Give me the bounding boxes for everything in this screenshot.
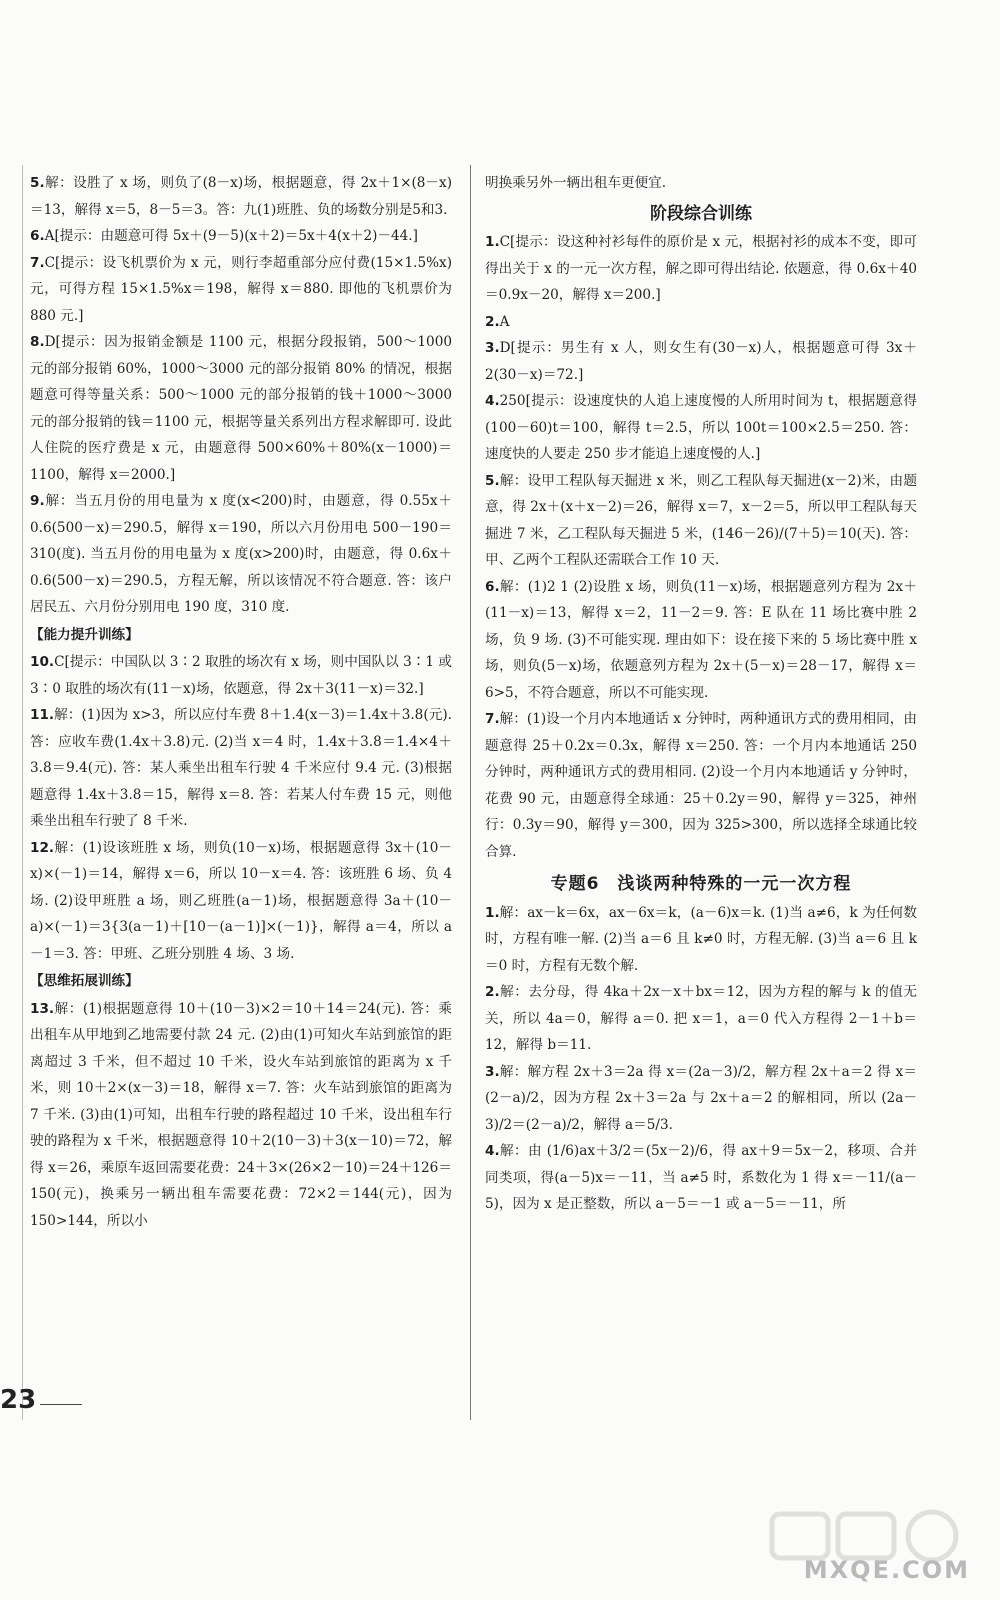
answer-item: 7.C[提示：设飞机票价为 x 元，则行李超重部分应付费(15×1.5%x)元，可得方程 15×1.5%x＝198，解得 x＝880. 即他的飞机票价为 880 元.]	[30, 254, 452, 324]
answer-item: 9.解：当五月份的用电量为 x 度(x<200)时，由题意，得 0.55x＋0.6(500－x)＝290.5，解得 x＝190，所以六月份用电 500－190＝310(度). 当五月份的用电量为 x 度(x>200)时，由题意，得 0.6x＋0.6(500－x)＝290.5，方程无解，所以该情况不符合题意. 答：该户居民五、六月份分别用电 190 度，310 度.	[30, 493, 452, 615]
answer-item: 4.250[提示：设速度快的人追上速度慢的人所用时间为 t，根据题意得(100－60)t＝100，解得 t＝2.5，所以 100t＝100×2.5＝250. 答：速度快的人要走 250 步才能追上速度慢的人.]	[485, 393, 917, 462]
section-heading-ability: 【能力提升训练】	[30, 626, 139, 643]
column-divider	[470, 165, 471, 1420]
right-column	[485, 170, 917, 1218]
answer-item: 5.解：设胜了 x 场，则负了(8－x)场，根据题意，得 2x＋1×(8－x)＝13，解得 x＝5，8－5＝3。答：九(1)班胜、负的场数分别是5和3.	[30, 175, 452, 218]
answer-item: 3.D[提示：男生有 x 人，则女生有(30－x)人，根据题意可得 3x＋2(30－x)＝72.]	[485, 340, 917, 383]
answer-item: 2.解：去分母，得 4ka＋2x－x＋bx＝12，因为方程的解与 k 的值无关，所以 4a＝0，解得 a＝0. 把 x＝1，a＝0 代入方程得 2－1＋b＝12，解得 b＝11.	[485, 984, 917, 1053]
answer-item: 2.A	[485, 313, 510, 330]
answer-item: 11.解：(1)因为 x>3，所以应付车费 8＋1.4(x－3)＝1.4x＋3.8(元). 答：应收车费(1.4x＋3.8)元. (2)当 x＝4 时，1.4x＋3.8＝1.4×4＋3.8＝9.4(元). 答：某人乘坐出租车行驶 4 千米应付 9.4 元. (3)根据题意得 1.4x＋3.8＝15，解得 x＝8. 答：若某人付车费 15 元，则他乘坐出租车行驶了 8 千米.	[30, 707, 452, 829]
answer-item: 3.解：解方程 2x＋3＝2a 得 x＝(2a－3)/2，解方程 2x＋a＝2 得 x＝(2－a)/2，因为方程 2x＋3＝2a 与 2x＋a＝2 的解相同，所以 (2a－3)/2＝(2－a)/2，解得 a＝5/3.	[485, 1063, 917, 1133]
answer-item: 6.A[提示：由题意可得 5x＋(9－5)(x＋2)＝5x＋4(x＋2)－44.]	[30, 228, 418, 244]
answer-item: 4.解：由 (1/6)ax＋3/2＝(5x－2)/6，得 ax＋9＝5x－2，移项、合并同类项，得(a－5)x＝－11，当 a≠5 时，系数化为 1 得 x＝－11/(a－5)，因为 x 是正整数，所以 a－5＝－1 或 a－5＝－11，所	[485, 1143, 917, 1212]
watermark-text: MXQE.COM	[803, 1556, 970, 1584]
topic-title: 专题6 浅谈两种特殊的一元一次方程	[550, 874, 852, 894]
section-title-stage-training: 阶段综合训练	[650, 203, 752, 224]
answer-item: 10.C[提示：中国队以 3∶2 取胜的场次有 x 场，则中国队以 3∶1 或 3∶0 取胜的场次有(11－x)场，依题意，得 2x＋3(11－x)＝32.]	[30, 654, 452, 697]
answer-item: 5.解：设甲工程队每天掘进 x 米，则乙工程队每天掘进(x－2)米，由题意，得 2x＋(x＋x－2)＝26，解得 x＝7，x－2＝5，所以甲工程队每天掘进 7 米，乙工程队每天掘进 5 米，(146－26)/(7＋5)＝10(天). 答：甲、乙两个工程队还需联合工作 10 天.	[485, 472, 917, 568]
left-column	[30, 170, 452, 1234]
answer-item: 1.解：ax－k＝6x，ax－6x＝k，(a－6)x＝k. (1)当 a≠6，k 为任何数时，方程有唯一解. (2)当 a＝6 且 k≠0 时，方程无解. (3)当 a＝6 且 k＝0 时，方程有无数个解.	[485, 904, 917, 974]
answer-item: 13.解：(1)根据题意得 10＋(10－3)×2＝10＋14＝24(元). 答：乘出租车从甲地到乙地需要付款 24 元. (2)由(1)可知火车站到旅馆的距离超过 3 千米，但不超过 10 千米，设火车站到旅馆的距离为 x 千米，则 10＋2×(x－3)＝18，解得 x＝7. 答：火车站到旅馆的距离为 7 千米. (3)由(1)可知，出租车行驶的路程超过 10 千米，设出租车行驶的路程为 x 千米，根据题意得 10＋2(10－3)＋3(x－10)＝72，解得 x＝26，乘原车返回需要花费：24＋3×(26×2－10)＝24＋126＝150(元)，换乘另一辆出租车需要花费：72×2＝144(元)，因为 150>144，所以小	[30, 1000, 452, 1229]
answer-item: 12.解：(1)设该班胜 x 场，则负(10－x)场，根据题意得 3x＋(10－x)×(－1)＝14，解得 x＝6，所以 10－x＝4. 答：该班胜 6 场、负 4 场. (2)设甲班胜 a 场，则乙班胜(a－1)场，根据题意得 3a＋(10－a)×(－1)＝3{3(a－1)＋[10－(a－1)]×(－1)}，解得 a＝4，所以 a－1＝3. 答：甲班、乙班分别胜 4 场、3 场.	[30, 839, 452, 962]
page-number-rule	[40, 1404, 82, 1405]
answer-item: 7.解：(1)设一个月内本地通话 x 分钟时，两种通讯方式的费用相同，由题意得 25＋0.2x＝0.3x，解得 x＝250. 答：一个月内本地通话 250 分钟时，两种通讯方式的费用相同. (2)设一个月内本地通话 y 分钟时，花费 90 元，由题意得全球通：25＋0.2y＝90，解得 y＝325，神州行：0.3y＝90，解得 y＝300，因为 325>300，所以选择全球通比较合算.	[485, 711, 917, 860]
page-edge	[22, 165, 23, 1420]
answer-item: 8.D[提示：因为报销金额是 1100 元，根据分段报销，500～1000 元的部分报销 60%，1000～3000 元的部分报销 80% 的情况，根据题意可得等量关系：500～1000 元的部分报销的钱＋1000～3000 元的部分报销的钱＝1100 元，根据等量关系列出方程求解即可. 设此人住院的医疗费是 x 元，由题意得 500×60%＋80%(x－1000)＝1100，解得 x＝2000.]	[30, 334, 452, 483]
answer-item: 1.C[提示：设这种衬衫每件的原价是 x 元，根据衬衫的成本不变，即可得出关于 x 的一元一次方程，解之即可得出结论. 依题意，得 0.6x＋40＝0.9x－20，解得 x＝200.]	[485, 234, 917, 303]
page-number: 23	[0, 1385, 37, 1415]
answer-item: 6.解：(1)2 1 (2)设胜 x 场，则负(11－x)场，根据题意列方程为 2x＋(11－x)＝13，解得 x＝2，11－2＝9. 答：E 队在 11 场比赛中胜 2 场，负 9 场. (3)不可能实现. 理由如下：设在接下来的 5 场比赛中胜 x 场，则负(5－x)场，依题意列方程为 2x＋(5－x)＝28－17，解得 x＝6>5，不符合题意，所以不可能实现.	[485, 578, 917, 701]
section-heading-thinking: 【思维拓展训练】	[30, 973, 139, 989]
continuation-text: 明换乘另外一辆出租车更便宜.	[485, 175, 667, 191]
